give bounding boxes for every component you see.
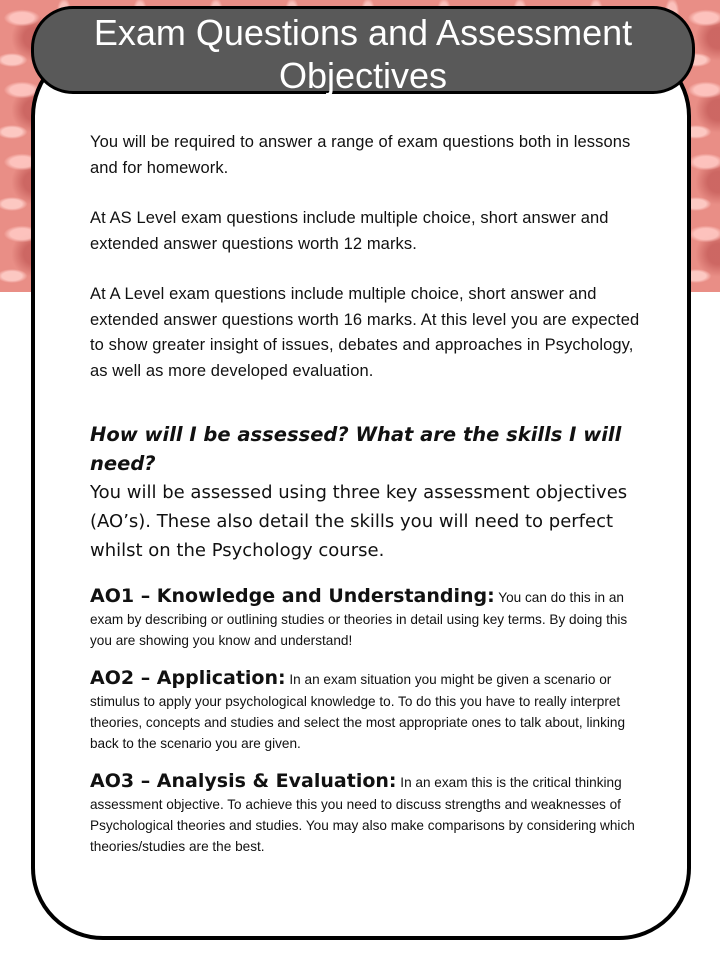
ao1-block bbox=[90, 583, 642, 651]
intro-paragraph-2: At AS Level exam questions include multiple choice, short answer and extended answer questions worth 12 marks. bbox=[90, 209, 609, 253]
ao1-text: You can do this in an exam by describing or outlining studies or theories in detail using key terms. By doing this you are showing you know and understand! bbox=[90, 590, 628, 648]
ao1-label: AO1 – Knowledge and Understanding: bbox=[90, 585, 495, 607]
ao3-text: In an exam this is the critical thinking assessment objective. To achieve this you need to discuss strengths and weaknesses of Psychological theories and studies. You may also make comparisons by considering which theories/studies are the best. bbox=[90, 775, 635, 854]
intro-paragraph-3: At A Level exam questions include multiple choice, short answer and extended answer questions worth 16 marks. At this level you are expected to show greater insight of issues, debates and approaches in Psychology, as well as more developed evaluation. bbox=[90, 285, 640, 380]
content-body bbox=[90, 130, 642, 871]
title-line-2: Objectives bbox=[278, 55, 448, 96]
intro-paragraph-1: You will be required to answer a range of exam questions both in lessons and for homework. bbox=[90, 133, 631, 177]
ao2-block bbox=[90, 665, 642, 754]
title-line-1: Exam Questions and Assessment bbox=[93, 12, 633, 53]
assessment-heading: How will I be assessed? What are the skills I will need? bbox=[90, 423, 622, 475]
assessment-body: You will be assessed using three key assessment objectives (AO’s). These also detail the skills you will need to perfect whilst on the Psychology course. bbox=[90, 482, 628, 561]
ao3-label: AO3 – Analysis & Evaluation: bbox=[90, 770, 397, 792]
ao2-label: AO2 – Application: bbox=[90, 667, 286, 689]
ao2-text: In an exam situation you might be given a scenario or stimulus to apply your psychological knowledge to. To do this you have to really interpret theories, concepts and studies and select the most appropriate ones to talk about, linking back to the scenario you are given. bbox=[90, 672, 626, 751]
ao3-block bbox=[90, 768, 642, 857]
title-banner bbox=[31, 6, 695, 94]
